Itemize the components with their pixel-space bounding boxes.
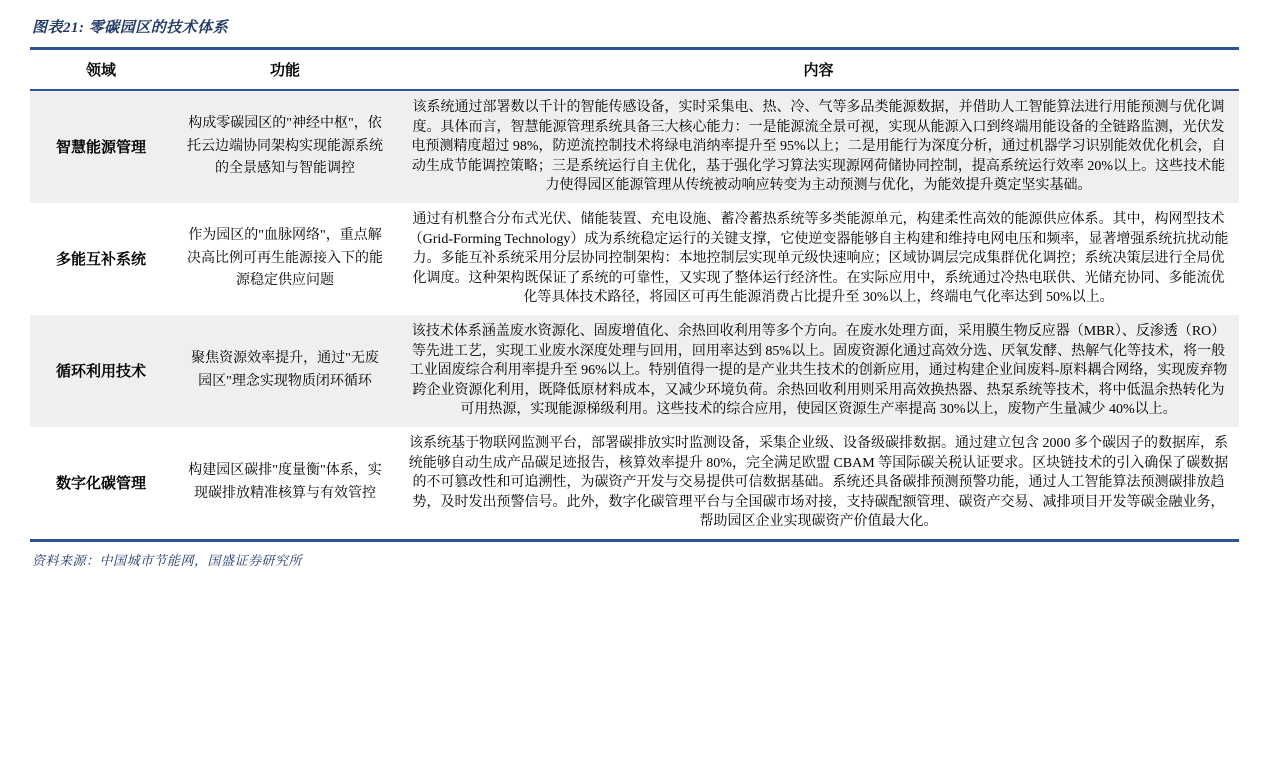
cell-function: 作为园区的"血脉网络"，重点解决高比例可再生能源接入下的能源稳定供应问题 — [187, 227, 383, 289]
cell-function: 构成零碳园区的"神经中枢"，依托云边端协同架构实现能源系统的全景感知与智能调控 — [187, 115, 383, 177]
cell-content: 该技术体系涵盖废水资源化、固废增值化、余热回收利用等多个方向。在废水处理方面，采用膜生物反应器（MBR）、反渗透（RO）等先进工艺，实现工业废水深度处理与回用，回用率达到 85%以上。固废资源化通过高效分选、厌氧发酵、热解气化等技术，将一般工业固废综合利用率提升至 96%以上。特别值得一提的是产业共生技术的创新应用，通过构建企业间废料-原料耦合网络，实现废弃物跨企业资源化利用，既降低原材料成本，又减少环境负荷。余热回收利用则采用高效换热器、热泵系统等技术，将中低温余热转化为可用热源，实现能源梯级利用。这些技术的综合应用，使园区资源生产率提高 30%以上，废物产生量减少 40%以上。 — [409, 323, 1228, 418]
table-header-row — [30, 49, 1239, 91]
column-header-domain: 领域 — [30, 49, 172, 91]
cell-domain: 数字化碳管理 — [55, 476, 146, 493]
technology-system-table — [30, 47, 1239, 542]
table-row-digital-carbon — [30, 427, 1239, 540]
cell-function: 构建园区碳排"度量衡"体系，实现碳排放精准核算与有效管控 — [188, 463, 382, 501]
cell-domain: 循环利用技术 — [55, 364, 146, 381]
table-row-smart-energy — [30, 90, 1239, 203]
table-row-multi-energy — [30, 203, 1239, 315]
figure-title: 图表21: 零碳园区的技术体系 — [32, 20, 229, 36]
cell-function: 聚焦资源效率提升，通过"无废园区"理念实现物质闭环循环 — [191, 351, 379, 389]
cell-content: 该系统通过部署数以千计的智能传感设备，实时采集电、热、冷、气等多品类能源数据，并借助人工智能算法进行用能预测与优化调度。具体而言，智慧能源管理系统具备三大核心能力：一是能源流全景可视，实现从能源入口到终端用能设备的全链路监测，光伏发电预测精度超过 98%，防逆流控制技术将绿电消纳率提升至 95%以上；二是用能行为深度分析，通过机器学习识别能效优化机会，自动生成节能调控策略；三是系统运行自主优化，基于强化学习算法实现源网荷储协同控制，提高系统运行效率 20%以上。这些技术能力使得园区能源管理从传统被动响应转变为主动预测与优化，为能效提升奠定坚实基础。 — [411, 100, 1226, 194]
column-header-function: 功能 — [172, 49, 398, 91]
cell-domain: 智慧能源管理 — [55, 140, 146, 157]
source-note: 资料来源：中国城市节能网，国盛证券研究所 — [32, 552, 303, 568]
table-row-recycling — [30, 315, 1239, 427]
cell-content: 该系统基于物联网监测平台，部署碳排放实时监测设备，采集企业级、设备级碳排数据。通过建立包含 2000 多个碳因子的数据库，系统能够自动生成产品碳足迹报告，核算效率提升 80%，完全满足欧盟 CBAM 等国际碳关税认证要求。区块链技术的引入确保了碳数据的不可篡改性和可追溯性，为碳资产开发与交易提供可信数据基础。系统还具备碳排预测预警功能，通过人工智能算法预测碳排放趋势，及时发出预警信号。此外，数字化碳管理平台与全国碳市场对接，支持碳配额管理、碳资产交易、减排项目开发等碳金融业务，帮助园区企业实现碳资产价值最大化。 — [408, 435, 1229, 530]
cell-content: 通过有机整合分布式光伏、储能装置、充电设施、蓄冷蓄热系统等多类能源单元，构建柔性高效的能源供应体系。其中，构网型技术（Grid-Forming Technology）成为系统稳定运行的关键支撑，它使逆变器能够自主构建和维持电网电压和频率，显著增强系统抗扰动能力。多能互补系统采用分层协同控制架构：本地控制层实现单元级快速响应；区域协调层完成集群优化调控；系统决策层进行全局优化调度。这种架构既保证了系统的可靠性，又实现了整体运行经济性。在实际应用中，系统通过冷热电联供、光储充协同、多能流优化等具体技术路径，将园区可再生能源消费占比提升至 30%以上，终端电气化率达到 50%以上。 — [408, 211, 1229, 306]
cell-domain: 多能互补系统 — [55, 252, 146, 269]
column-header-content: 内容 — [398, 49, 1239, 91]
